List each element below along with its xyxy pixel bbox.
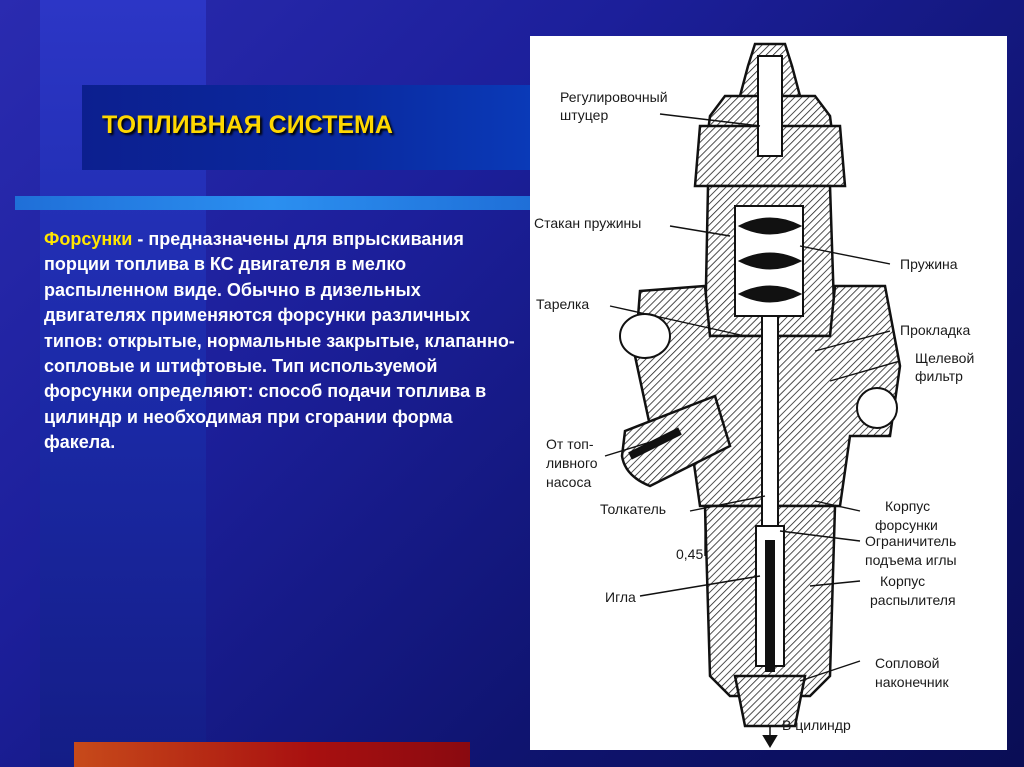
label-nozzle-1: Сопловой bbox=[875, 655, 940, 671]
label-regulating-2: штуцер bbox=[560, 107, 609, 123]
label-filter-2: фильтр bbox=[915, 368, 963, 384]
label-cylinder: В цилиндр bbox=[782, 717, 851, 733]
description: - предназначены для впрыскивания порции топлива в КС двигателя в мелко распыленном виде. Обычно в дизельных двигателях применяются форсунки различных типов: открытые, нормальные закрытые, клапанно-сопловые и штифтовые. Тип используемой форсунки определяют: способ подачи топлива в цилиндр и необходимая при сгорании форма факела. bbox=[44, 229, 515, 453]
label-regulating-1: Регулировочный bbox=[560, 89, 668, 105]
injector-diagram bbox=[530, 36, 1007, 750]
label-limiter-1: Ограничитель bbox=[865, 533, 957, 549]
label-needle: Игла bbox=[605, 589, 636, 605]
label-sprayer-1: Корпус bbox=[880, 573, 926, 589]
label-gasket: Прокладка bbox=[900, 322, 971, 338]
label-spring-cup: Стакан пружины bbox=[534, 215, 642, 231]
label-nozzle-2: наконечник bbox=[875, 674, 949, 690]
term: Форсунки bbox=[44, 229, 133, 249]
bottom-bar bbox=[74, 742, 470, 767]
slide-title: ТОПЛИВНАЯ СИСТЕМА bbox=[102, 111, 393, 139]
body-text bbox=[44, 227, 524, 456]
label-plate: Тарелка bbox=[536, 296, 590, 312]
label-filter-1: Щелевой bbox=[915, 350, 975, 366]
label-spring: Пружина bbox=[900, 256, 958, 272]
label-pusher: Толкатель bbox=[600, 501, 667, 517]
label-dimension: 0,45 bbox=[676, 546, 704, 562]
label-pump-2: ливного bbox=[546, 455, 598, 471]
label-body-2: форсунки bbox=[875, 517, 938, 533]
label-pump-1: От топ- bbox=[546, 436, 594, 452]
title-rule bbox=[15, 196, 530, 210]
label-limiter-2: подъема иглы bbox=[865, 552, 957, 568]
injector-drawing bbox=[530, 36, 1007, 750]
label-sprayer-2: распылителя bbox=[870, 592, 956, 608]
label-pump-3: насоса bbox=[546, 474, 592, 490]
label-body-1: Корпус bbox=[885, 498, 931, 514]
